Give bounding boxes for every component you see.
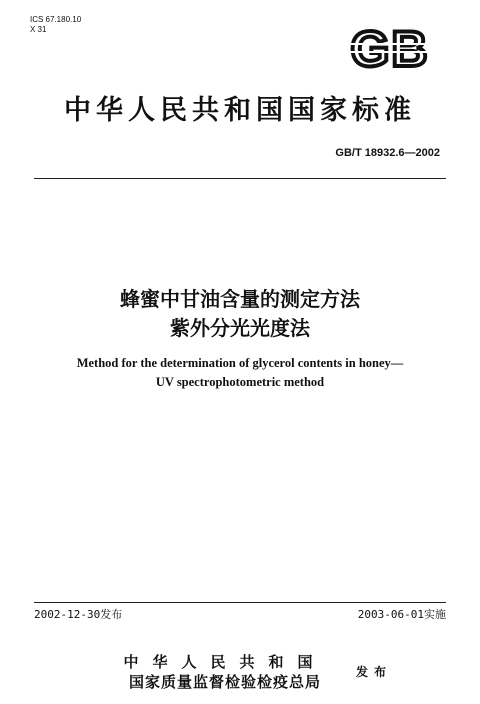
title-en-line1: Method for the determination of glycerol contents in honey— [76, 356, 404, 370]
classification-block [30, 15, 81, 35]
title-zh-line1: 蜂蜜中甘油含量的测定方法 [120, 287, 360, 311]
standard-title: 中华人民共和国国家标准 [64, 95, 416, 126]
publish-label: 发布 [356, 665, 393, 679]
ics-code: ICS 67.180.10 [30, 15, 82, 24]
header-divider [34, 178, 446, 179]
implementation-date: 2003-06-01实施 [357, 608, 446, 621]
gb-logo [340, 26, 440, 70]
issuer-line2: 国家质量监督检验检疫总局 [128, 673, 321, 691]
issuer-line1: 中华人民共和国 [123, 653, 327, 671]
svg-text:GB: GB [350, 26, 430, 70]
title-en-line2: UV spectrophotometric method [155, 375, 325, 389]
footer-divider [34, 602, 446, 603]
standard-number: GB/T 18932.6—2002 [335, 147, 440, 159]
issue-date: 2002-12-30发布 [34, 608, 123, 621]
title-zh-line2: 紫外分光光度法 [170, 316, 310, 340]
classification-code: X 31 [30, 25, 47, 34]
